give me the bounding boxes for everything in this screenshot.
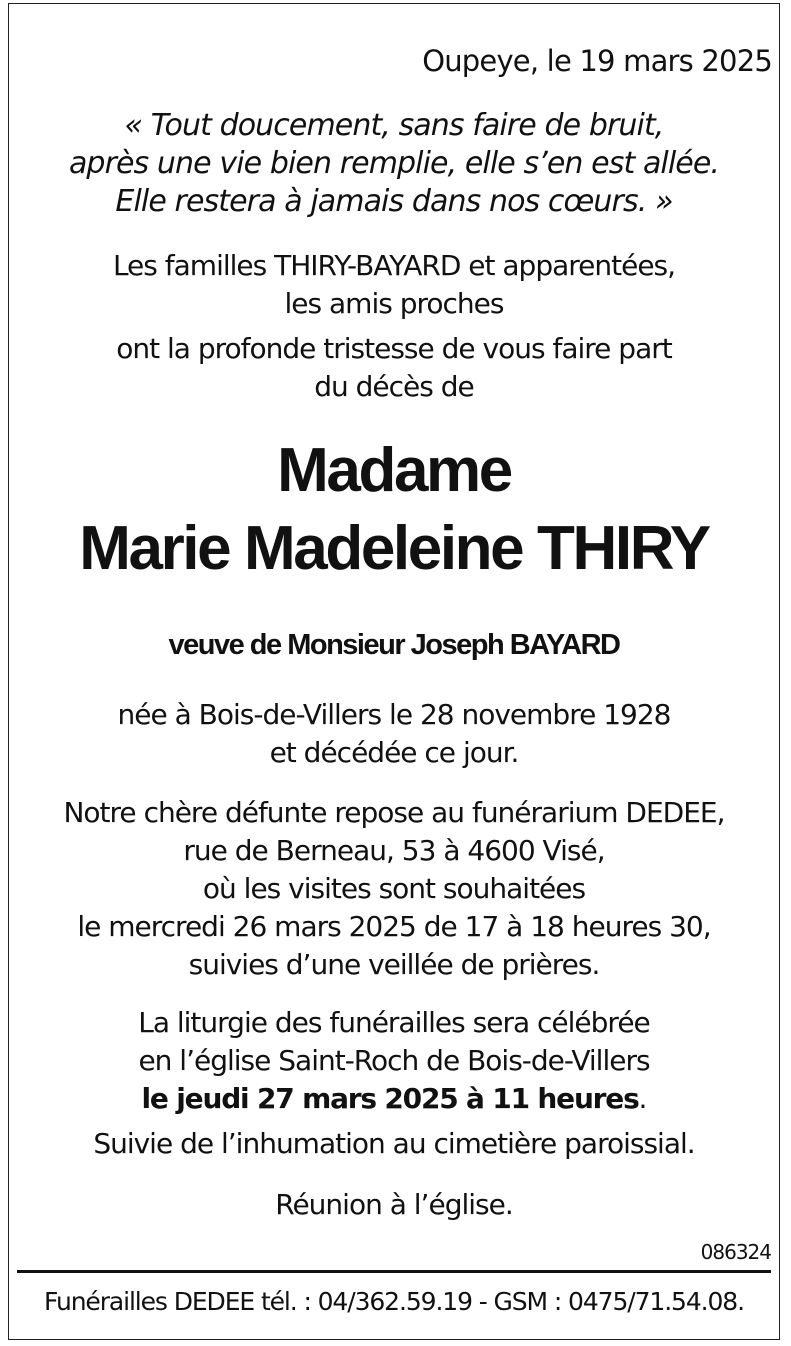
visitation-line: suivies d’une veillée de prières. — [188, 948, 600, 981]
liturgy-date-suffix: . — [638, 1082, 647, 1115]
quote — [9, 107, 779, 221]
footer-divider — [17, 1270, 771, 1273]
widow-of-line: veuve de Monsieur Joseph BAYARD — [168, 629, 620, 661]
families-line: Les familles THIRY-BAYARD et apparentées, — [112, 249, 676, 282]
quote-line: après une vie bien remplie, elle s’en est allée. — [68, 146, 720, 181]
liturgy-date: le jeudi 27 mars 2025 à 11 heures — [141, 1082, 639, 1115]
birth-line: née à Bois-de-Villers le 28 novembre 1928 — [117, 698, 671, 731]
burial — [9, 1125, 779, 1163]
visitation-line: où les visites sont souhaitées — [202, 872, 586, 905]
birth — [9, 696, 779, 772]
announcement — [9, 330, 779, 406]
death-notice — [8, 3, 780, 1340]
announcement-line: ont la profonde tristesse de vous faire part — [116, 332, 672, 365]
deceased-title: Madame — [277, 436, 511, 505]
notice-content — [9, 4, 779, 1339]
birth-line: et décédée ce jour. — [269, 736, 519, 769]
deceased-name — [9, 432, 779, 588]
liturgy — [9, 1004, 779, 1118]
liturgy-line: La liturgie des funérailles sera célébrée — [138, 1006, 650, 1039]
liturgy-date-line — [9, 1080, 779, 1118]
deceased-full-name: Marie Madeleine THIRY — [79, 514, 709, 583]
reunion — [9, 1186, 779, 1224]
dateline: Oupeye, le 19 mars 2025 — [422, 44, 772, 78]
reunion-line: Réunion à l’église. — [275, 1188, 513, 1221]
visitation-line: Notre chère défunte repose au funérarium DEDEE, — [63, 796, 725, 829]
footer-contact: Funérailles DEDEE tél. : 04/362.59.19 - GSM : 0475/71.54.08. — [44, 1287, 744, 1316]
announcement-line: du décès de — [314, 370, 474, 403]
quote-line: « Tout doucement, sans faire de bruit, — [124, 108, 664, 143]
liturgy-line: en l’église Saint-Roch de Bois-de-Villers — [138, 1044, 650, 1077]
widow-of — [9, 625, 779, 665]
burial-line: Suivie de l’inhumation au cimetière paroissial. — [93, 1127, 695, 1160]
visitation-line: rue de Berneau, 53 à 4600 Visé, — [183, 834, 605, 867]
families — [9, 247, 779, 323]
visitation-line: le mercredi 26 mars 2025 de 17 à 18 heures 30, — [77, 910, 711, 943]
quote-line: Elle restera à jamais dans nos cœurs. » — [115, 184, 673, 219]
families-line: les amis proches — [284, 287, 504, 320]
reference-number: 086324 — [700, 1240, 771, 1264]
visitation — [9, 794, 779, 984]
